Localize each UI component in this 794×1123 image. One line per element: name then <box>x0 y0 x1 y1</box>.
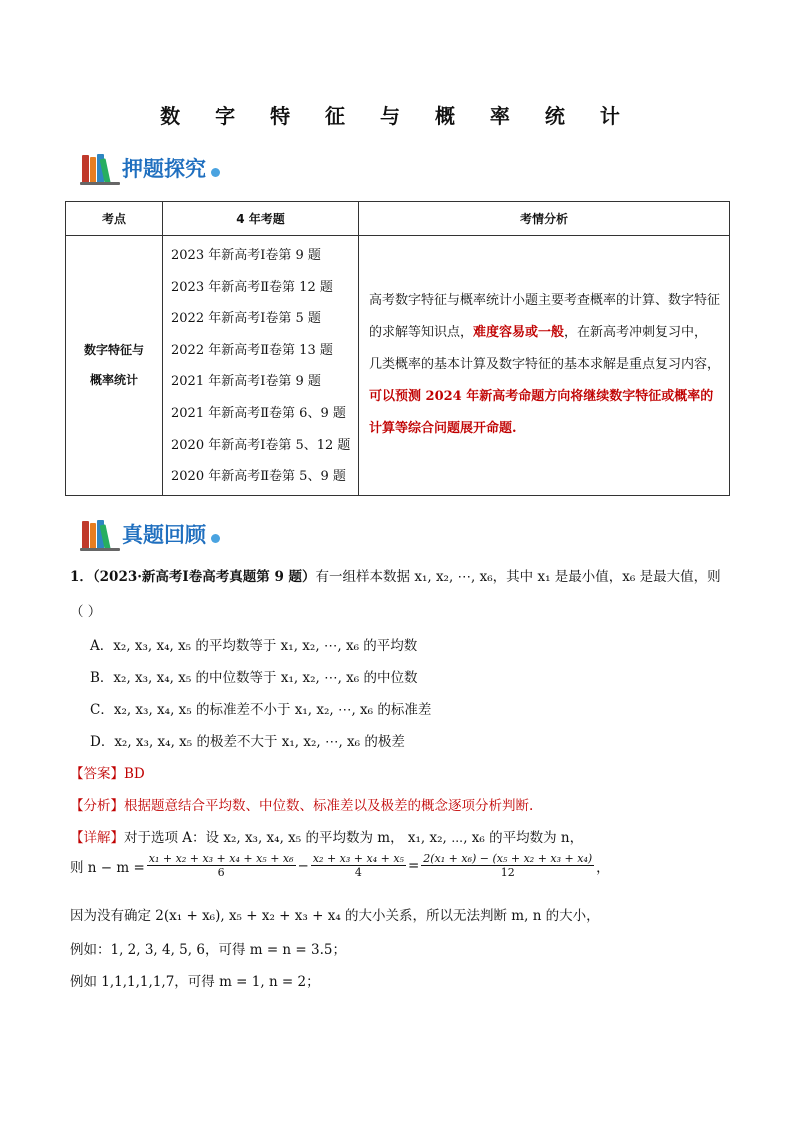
dot-icon <box>211 168 220 177</box>
fraction <box>311 852 406 879</box>
year-item: 2021 年新高考Ⅰ卷第 9 题 <box>171 374 321 390</box>
fraction-denominator: 6 <box>217 866 225 879</box>
option-a: A．x₂, x₃, x₄, x₅ 的平均数等于 x₁, x₂, ⋯, x₆ 的平均数 <box>90 638 418 654</box>
year-item: 2022 年新高考Ⅱ卷第 13 题 <box>171 342 333 358</box>
question-source: （2023·新高考Ⅰ卷高考真题第 9 题） <box>92 569 316 585</box>
books-icon <box>80 151 120 185</box>
table-header-row <box>66 202 730 236</box>
analysis-text: . <box>512 421 517 437</box>
fraction-numerator: 2(x₁ + x₆) − (x₅ + x₂ + x₃ + x₄) <box>423 852 593 865</box>
analysis-highlight: 难度容易或一般 <box>473 325 565 341</box>
question-number: 1． <box>70 569 93 585</box>
detail-text: 对于选项 A：设 x₂, x₃, x₄, x₅ 的平均数为 m， x₁, x₂, ⋯, x₆ 的平均数为 n， <box>124 830 584 846</box>
detail-line-3: 因为没有确定 2(x₁ + x₆), x₅ + x₂ + x₃ + x₄ 的大小关系，所以无法判断 m, n 的大小， <box>70 908 600 924</box>
section-heading-1 <box>80 150 220 186</box>
year-item: 2020 年新高考Ⅰ卷第 5、12 题 <box>171 437 351 453</box>
answer-tag: 【答案】 <box>70 766 124 782</box>
table-header: 考点 <box>66 202 163 236</box>
answer-bracket: （ ） <box>70 604 102 620</box>
option-c: C．x₂, x₃, x₄, x₅ 的标准差不小于 x₁, x₂, ⋯, x₆ 的标准差 <box>90 702 432 718</box>
books-icon <box>80 517 120 551</box>
fraction-numerator: x₁ + x₂ + x₃ + x₄ + x₅ + x₆ <box>148 852 294 865</box>
topic-line: 概率统计 <box>89 373 138 388</box>
answer-value: BD <box>124 766 145 782</box>
detail-tag: 【详解】 <box>70 830 124 846</box>
analysis-line <box>70 794 533 814</box>
fraction-denominator: 4 <box>354 866 362 879</box>
detail-text: 则 n − m = <box>70 859 145 876</box>
analysis-tag: 【分析】 <box>70 798 124 814</box>
section-title-1: 押题探究 <box>122 157 206 181</box>
year-item: 2022 年新高考Ⅰ卷第 5 题 <box>171 311 321 327</box>
topic-line: 数字特征与 <box>83 343 144 358</box>
dot-icon <box>211 534 220 543</box>
year-item: 2021 年新高考Ⅱ卷第 6、9 题 <box>171 405 346 421</box>
analysis-text: ，在新高考冲刺复习中，几类概率的基本计算及数字特征的基本求解是重点复习内容， <box>369 325 721 373</box>
section-title-2: 真题回顾 <box>122 523 206 547</box>
fraction-denominator: 12 <box>500 866 515 879</box>
detail-line-2: 则 n − m = $\frac{\text{x₁ + x₂ + x₃ + x₄ + x₅ + x₆}}{6}$ − $\frac{\text{x₂ + x₃ + x₄ + x₅}}{4}$ = $\frac{\text{2(x₁ + x₆) − (x₅ + x₂ + x₃ + x₄)}}{12}$ ， <box>70 852 610 879</box>
topic-cell <box>66 236 163 496</box>
option-b: B．x₂, x₃, x₄, x₅ 的中位数等于 x₁, x₂, ⋯, x₆ 的中位数 <box>90 670 418 686</box>
analysis-cell <box>359 236 730 496</box>
analysis-text: 根据题意结合平均数、中位数、标准差以及极差的概念逐项分析判断. <box>124 798 534 814</box>
analysis-text: 高考数字特征与概率统计小题主要考查概率的计算、数字特征的求解等知识点， <box>369 293 721 341</box>
question-text: 有一组样本数据 x₁, x₂, ⋯, x₆，其中 x₁ 是最小值，x₆ 是最大值，则 <box>315 569 721 585</box>
page-title: 数 字 特 征 与 概 率 统 计 <box>160 104 634 128</box>
option-d: D．x₂, x₃, x₄, x₅ 的极差不大于 x₁, x₂, ⋯, x₆ 的极差 <box>90 734 405 750</box>
year-item: 2023 年新高考Ⅱ卷第 12 题 <box>171 279 333 295</box>
section-heading-2 <box>80 516 220 552</box>
question-stem <box>70 565 721 585</box>
year-item: 2020 年新高考Ⅱ卷第 5、9 题 <box>171 469 346 485</box>
table-row <box>66 236 730 496</box>
fraction <box>421 852 594 879</box>
analysis-highlight: 可以预测 2024 年新高考命题方向将继续数字特征或概率的计算等综合问题展开命题 <box>369 389 714 437</box>
detail-line-4: 例如：1, 2, 3, 4, 5, 6，可得 m = n = 3.5； <box>70 942 346 958</box>
detail-line-5: 例如 1,1,1,1,1,7，可得 m = 1, n = 2； <box>70 974 320 990</box>
fraction <box>147 852 296 879</box>
table-header: 4 年考题 <box>163 202 359 236</box>
table-header: 考情分析 <box>359 202 730 236</box>
detail-line-1 <box>70 826 583 846</box>
year-item: 2023 年新高考Ⅰ卷第 9 题 <box>171 248 321 263</box>
exam-table <box>65 201 730 496</box>
years-cell <box>163 236 359 496</box>
answer-line <box>70 762 145 782</box>
fraction-numerator: x₂ + x₃ + x₄ + x₅ <box>312 852 404 865</box>
